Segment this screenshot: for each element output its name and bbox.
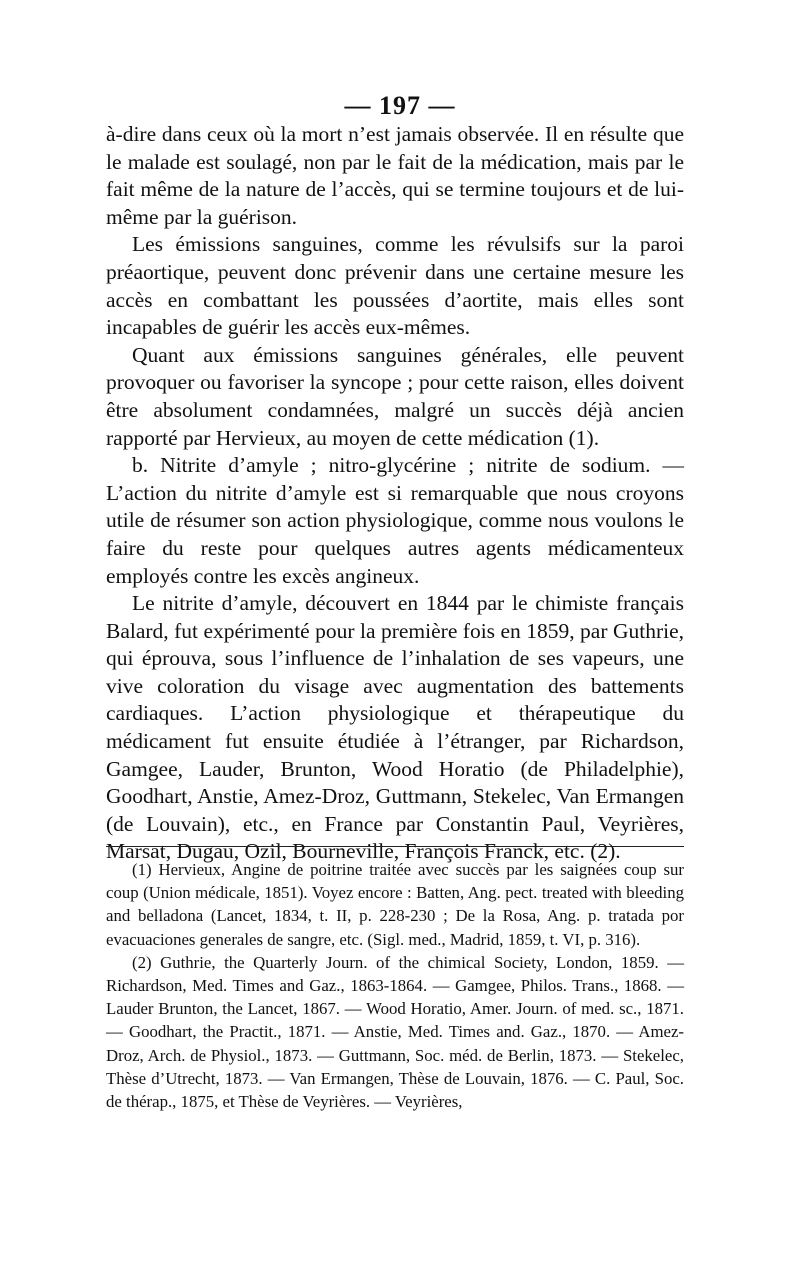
footnotes <box>106 858 684 1113</box>
paragraph-4: b. Nitrite d’amyle ; nitro-glycérine ; nitrite de sodium. — L’action du nitrite d’amyle est si remarquable que nous croyons utile de résumer son action physiologique, comme nous voulons le faire du reste pour quelques autres agents médicamenteux employés contre les excès angineux. <box>106 453 684 588</box>
paragraph-5: Le nitrite d’amyle, découvert en 1844 par le chimiste français Balard, fut expérimenté pour la première fois en 1859, par Guthrie, qui éprouva, sous l’influence de l’inhalation de ses vapeurs, une vive coloration du visage avec augmentation des battements cardiaques. L’action physiologique et thérapeutique du médicament fut ensuite étudiée à l’étranger, par Richardson, Gamgee, Lauder, Brunton, Wood Horatio (de Philadelphie), Goodhart, Anstie, Amez-Droz, Guttmann, Stekelec, Van Ermangen (de Louvain), etc., en France par Constantin Paul, Veyrières, Marsat, Dugau, Ozil, Bourneville, François Franck, etc. (2). <box>106 591 684 864</box>
footnote-1: (1) Hervieux, Angine de poitrine traitée avec succès par les saignées coup sur coup (Union médicale, 1851). Voyez encore : Batten, Ang. pect. treated with bleeding and belladona (Lancet, 1834, t. II, p. 228-230 ; De la Rosa, Ang. p. tratada por evacuaciones generales de sangre, etc. (Sigl. med., Madrid, 1859, t. VI, p. 316). <box>106 860 684 949</box>
paragraph-2: Les émissions sanguines, comme les révulsifs sur la paroi préaortique, peuvent donc prévenir dans une certaine mesure les accès en combattant les poussées d’aortite, mais elles sont incapables de guérir les accès eux-mêmes. <box>106 232 684 340</box>
paragraph-1: à-dire dans ceux où la mort n’est jamais observée. Il en résulte que le malade est soulagé, non par le fait de la médication, mais par le fait même de la nature de l’accès, qui se termine toujours et de lui-même par la guérison. <box>106 122 684 229</box>
footnote-2: (2) Guthrie, the Quarterly Journ. of the chimical Society, London, 1859. — Richardson, Med. Times and Gaz., 1863-1864. — Gamgee, Philos. Trans., 1868. — Lauder Brunton, the Lancet, 1867. — Wood Horatio, Amer. Journ. of med. sc., 1871. — Goodhart, the Practit., 1871. — Anstie, Med. Times and. Gaz., 1870. — Amez-Droz, Arch. de Physiol., 1873. — Guttmann, Soc. méd. de Berlin, 1873. — Stekelec, Thèse d’Utrecht, 1873. — Van Ermangen, Thèse de Louvain, 1876. — C. Paul, Soc. de thérap., 1875, et Thèse de Veyrières. — Veyrières, <box>106 952 684 1112</box>
paragraph-3: Quant aux émissions sanguines générales, elle peuvent provoquer ou favoriser la syncope ; pour cette raison, elles doivent être absolument condamnées, malgré un succès déjà ancien rapporté par Hervieux, au moyen de cette médication (1). <box>106 342 684 450</box>
main-text <box>106 121 684 866</box>
page-number: — 197 — <box>344 91 456 120</box>
footnote-divider <box>106 846 684 847</box>
